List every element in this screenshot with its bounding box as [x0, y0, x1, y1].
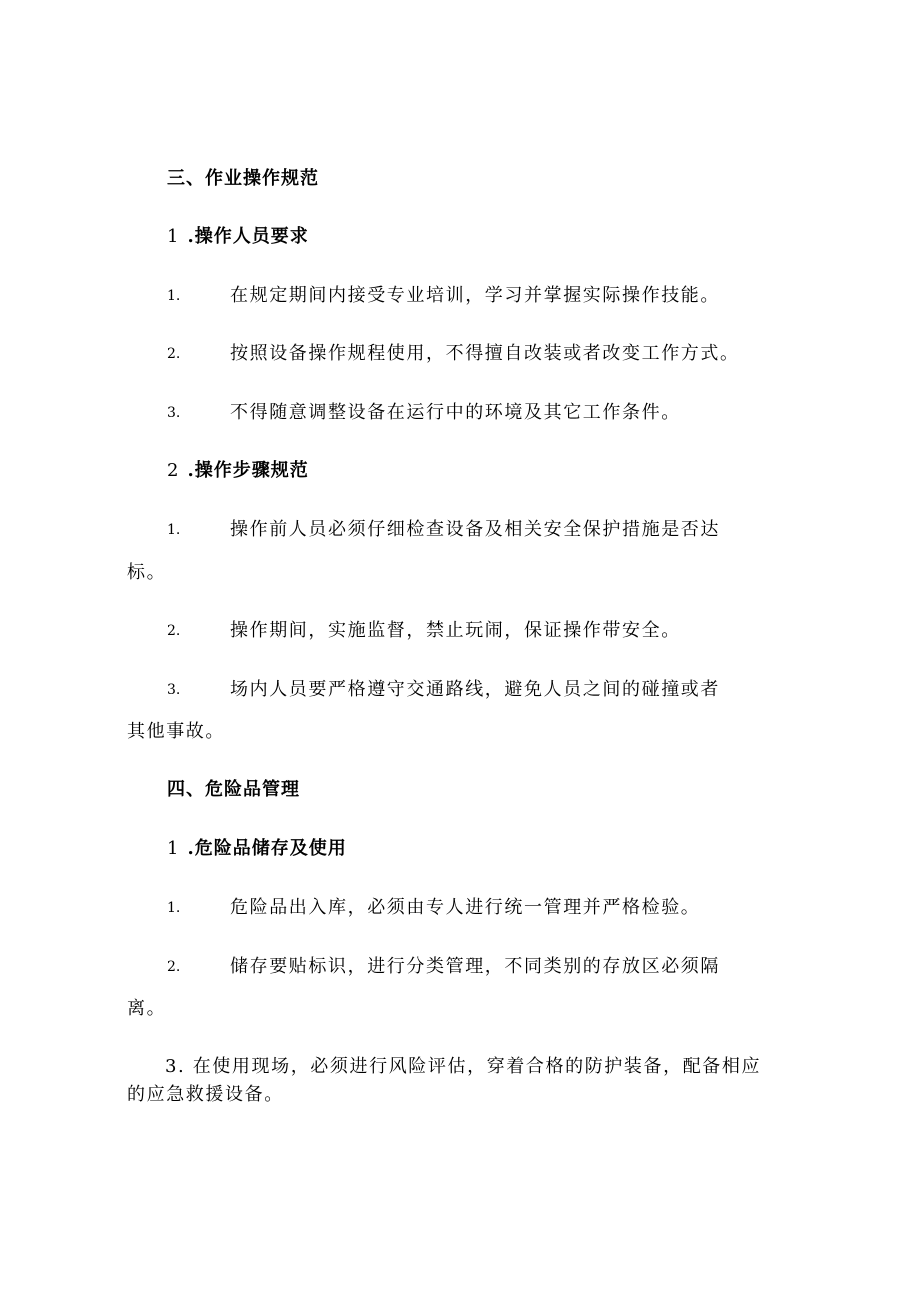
subsection-title: .危险品储存及使用 — [187, 838, 347, 859]
list-item-number: 3. — [167, 405, 181, 421]
subsection-heading — [167, 459, 309, 483]
list-item-text: 按照设备操作规程使用，不得擅自改装或者改变工作方式。 — [230, 343, 740, 364]
list-item-number: 2. — [167, 346, 181, 362]
section-heading: 三、作业操作规范 — [167, 168, 319, 189]
subsection-title: .操作步骤规范 — [187, 460, 309, 481]
list-item-continuation: 其他事故。 — [127, 721, 225, 742]
list-item-text: 储存要贴标识，进行分类管理，不同类别的存放区必须隔 — [230, 956, 720, 977]
list-item-number: 1. — [167, 900, 181, 916]
list-item-number: 2. — [167, 623, 181, 639]
list-item-text: 操作期间，实施监督，禁止玩闹，保证操作带安全。 — [230, 620, 681, 641]
list-item-text: 不得随意调整设备在运行中的环境及其它工作条件。 — [230, 402, 681, 423]
subsection-title: .操作人员要求 — [187, 226, 309, 247]
list-item-continuation: 离。 — [127, 998, 167, 1019]
subsection-heading — [167, 225, 309, 249]
list-item-number: 2. — [167, 959, 181, 975]
list-item-continuation: 标。 — [127, 562, 167, 583]
list-item-number: 1. — [167, 522, 181, 538]
list-item-number: 1. — [167, 288, 181, 304]
list-item-inline — [165, 1055, 761, 1079]
section-heading: 四、危险品管理 — [167, 779, 300, 800]
list-item-text: 危险品出入库，必须由专人进行统一管理并严格检验。 — [230, 897, 701, 918]
list-item-number: 3. — [165, 1056, 186, 1077]
list-item-text: 在使用现场，必须进行风险评估，穿着合格的防护装备，配备相应 — [192, 1056, 762, 1077]
subsection-heading — [167, 837, 347, 861]
subsection-number: 1 — [167, 838, 180, 859]
subsection-number: 1 — [167, 226, 180, 247]
list-item-text: 场内人员要严格遵守交通路线，避免人员之间的碰撞或者 — [230, 679, 720, 700]
subsection-number: 2 — [167, 460, 180, 481]
list-item-continuation: 的应急救援设备。 — [127, 1084, 284, 1105]
list-item-number: 3. — [167, 682, 181, 698]
list-item-text: 操作前人员必须仔细检查设备及相关安全保护措施是否达 — [230, 519, 720, 540]
list-item-text: 在规定期间内接受专业培训，学习并掌握实际操作技能。 — [230, 285, 720, 306]
